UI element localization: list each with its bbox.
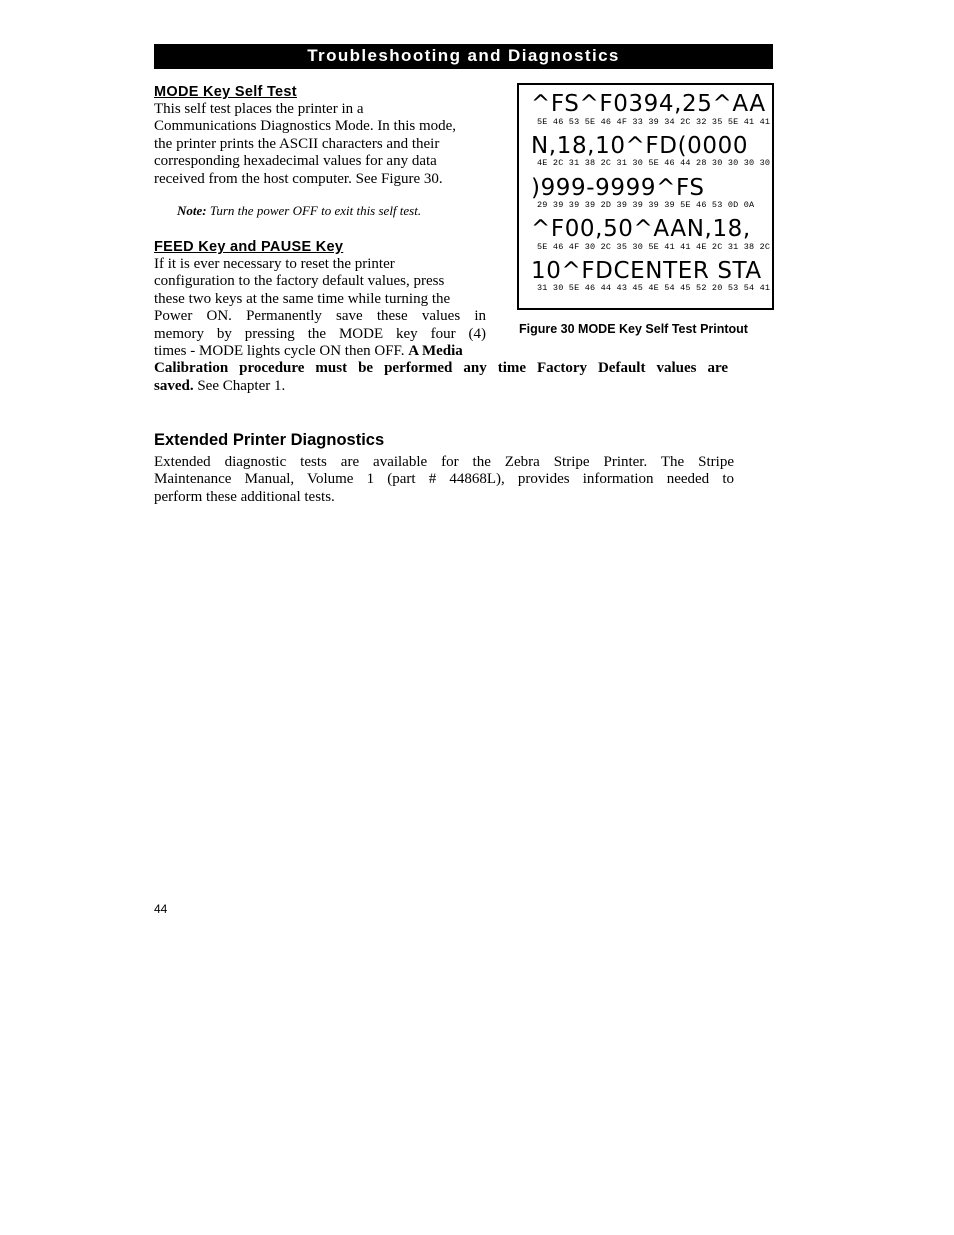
printout-ascii-line: ^FS^F0394,25^AA (531, 91, 766, 117)
text-run: See Chapter 1. (193, 377, 286, 394)
bold-run: saved. (154, 377, 194, 394)
printout-ascii-line: 10^FDCENTER STA (531, 258, 762, 284)
text-line: Extended diagnostic tests are available for the Zebra Stripe Printer. The Stripe (154, 454, 734, 470)
printout-hex-line: 29 39 39 39 2D 39 39 39 39 5E 46 53 0D 0A (537, 200, 755, 210)
extended-diagnostics-title: Extended Printer Diagnostics (154, 431, 385, 449)
section-header-bar: Troubleshooting and Diagnostics (154, 44, 773, 69)
note-label: Note: (177, 203, 207, 218)
text-line (154, 343, 754, 360)
text-run: times - MODE lights cycle ON then OFF. (154, 343, 409, 359)
text-line: memory by pressing the MODE key four (4) (154, 325, 486, 342)
printout-hex-line: 5E 46 4F 30 2C 35 30 5E 41 41 4E 2C 31 38 2C (537, 242, 771, 252)
text-line: Power ON. Permanently save these values in (154, 308, 486, 325)
page-number: 44 (154, 902, 168, 916)
feed-key-heading: FEED Key and PAUSE Key (154, 239, 344, 255)
text-line: these two keys at the same time while turning the (154, 290, 451, 307)
note (177, 203, 421, 219)
text-line: If it is ever necessary to reset the printer (154, 256, 395, 272)
text-line: perform these additional tests. (154, 488, 335, 505)
text-line: This self test places the printer in a (154, 101, 364, 117)
printout-hex-line: 5E 46 53 5E 46 4F 33 39 34 2C 32 35 5E 41 41 (537, 117, 771, 127)
text-line: Maintenance Manual, Volume 1 (part # 44868L), provides information needed to (154, 471, 734, 488)
text-line: configuration to the factory default values, press (154, 273, 445, 290)
text-line: the printer prints the ASCII characters and their (154, 135, 440, 152)
bold-text-line: Calibration procedure must be performed any time Factory Default values are (154, 360, 728, 377)
figure-printout (517, 83, 774, 310)
printout-ascii-line: N,18,10^FD(0000 (531, 133, 749, 159)
note-text: Turn the power OFF to exit this self test. (206, 203, 422, 218)
text-line (154, 378, 754, 395)
figure-caption: Figure 30 MODE Key Self Test Printout (519, 322, 748, 336)
printout-hex-line: 31 30 5E 46 44 43 45 4E 54 45 52 20 53 54 41 (537, 283, 771, 293)
feed-key-paragraph (154, 256, 486, 343)
printout-ascii-line: )999-9999^FS (531, 175, 705, 201)
bold-run: A Media (408, 343, 463, 359)
printout-ascii-line: ^F00,50^AAN,18, (531, 216, 751, 242)
extended-diagnostics-paragraph (154, 454, 734, 506)
mode-key-paragraph (154, 101, 504, 188)
text-line: received from the host computer. See Figure 30. (154, 170, 443, 187)
mode-key-heading: MODE Key Self Test (154, 84, 297, 100)
printout-hex-line: 4E 2C 31 38 2C 31 30 5E 46 44 28 30 30 30 30 (537, 158, 771, 168)
text-line: corresponding hexadecimal values for any data (154, 153, 437, 170)
feed-key-paragraph-continued (154, 343, 754, 395)
text-line: Communications Diagnostics Mode. In this mode, (154, 118, 457, 135)
